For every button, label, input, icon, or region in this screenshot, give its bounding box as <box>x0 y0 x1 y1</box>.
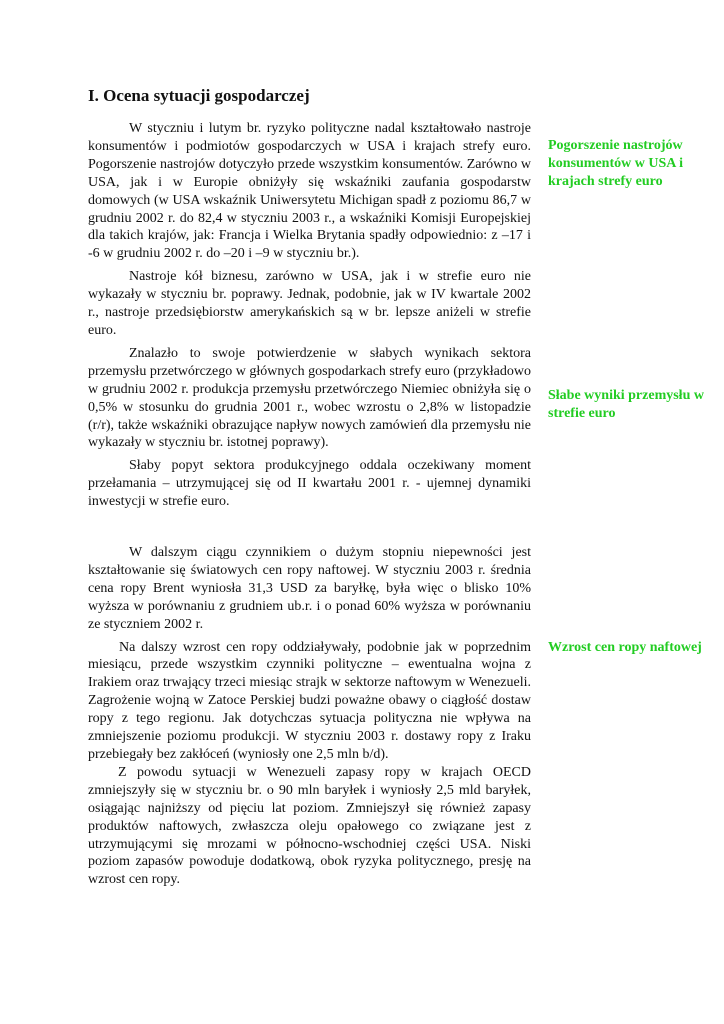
paragraph-business-sentiment: Nastroje kół biznesu, zarówno w USA, jak i w strefie euro nie wykazały w styczniu br. poprawy. Jednak, podobnie, jak w IV kwartale 2002 r., nastroje przedsiębiorstw amerykańskich są w br. lepsze aniżeli w strefie euro. <box>88 269 531 338</box>
paragraph-oil-stocks: Z powodu sytuacji w Wenezueli zapasy ropy w krajach OECD zmniejszyły się w styczniu br. o 90 mln baryłek i wyniosły 2,5 mld baryłek, osiągając najniższy od pięciu lat poziom. Zmniejszył się również zapasy produktów naftowych, zwłaszcza oleju opałowego co związane jest z utrzymującymi się mrozami w północno-wschodniej części USA. Niski poziom zapasów powoduje dodatkową, obok ryzyka politycznego, presję na wzrost cen ropy. <box>88 764 531 888</box>
margin-note-consumer-sentiment: Pogorszenie nastrojów konsumentów w USA i krajach strefy euro <box>548 138 683 189</box>
paragraph-oil-politics: Na dalszy wzrost cen ropy oddziaływały, podobnie jak w poprzednim miesiącu, przede wszystkim czynniki polityczne – ewentualna wojna z Irakiem oraz trwający trzeci miesiąc strajk w sektorze naftowym w Wenezueli. Zagrożenie wojną w Zatoce Perskiej budzi poważne obawy o ciągłość dostaw ropy z tego regionu. Jak dotychczas sytuacja polityczna nie wpływa na zmniejszenie poziomu produkcji. W styczniu 2003 r. dostawy ropy z Iraku przebiegały bez zakłóceń (wyniosły one 2,5 mln b/d). <box>88 639 531 762</box>
body-text <box>88 120 531 894</box>
section-title: I. Ocena sytuacji gospodarczej <box>88 86 310 105</box>
paragraph-investment: Słaby popyt sektora produkcyjnego oddala oczekiwany moment przełamania – utrzymującej się od II kwartału 2001 r. - ujemnej dynamiki inwestycji w strefie euro. <box>88 458 531 510</box>
margin-note-weak-industry: Słabe wyniki przemysłu w strefie euro <box>548 388 704 421</box>
paragraph-consumer-sentiment: W styczniu i lutym br. ryzyko polityczne nadal kształtowało nastroje konsumentów i podmiotów gospodarczych w USA i krajach strefy euro. Pogorszenie nastrojów dotyczyło przede wszystkim konsumentów. Zarówno w USA, jak i w Europie obniżyły się wskaźniki zaufania gospodarstw domowych (w USA wskaźnik Uniwersytetu Michigan spadł z poziomu 86,7 w grudniu 2002 r. do 82,4 w styczniu 2003 r., a wskaźniki Komisji Europejskiej dla takich krajów, jak: Francja i Wielka Brytania spadły odpowiednio: z –17 i -6 w grudniu 2002 r. do –20 i –9 w styczniu br.). <box>88 121 531 262</box>
paragraph-oil-prices: W dalszym ciągu czynnikiem o dużym stopniu niepewności jest kształtowanie się światowych cen ropy naftowej. W styczniu 2003 r. średnia cena ropy Brent wyniosła 31,3 USD za baryłkę, była więc o blisko 10% wyższa w porównaniu z grudniem ub.r. i o ponad 60% wyższa w porównaniu ze styczniem 2002 r. <box>88 545 531 632</box>
margin-note-oil-price-rise: Wzrost cen ropy naftowej <box>548 640 702 655</box>
paragraph-manufacturing: Znalazło to swoje potwierdzenie w słabych wynikach sektora przemysłu przetwórczego w głównych gospodarkach strefy euro (przykładowo w grudniu 2002 r. produkcja przemysłu przetwórczego Niemiec obniżyła się o 0,5% w stosunku do grudnia 2001 r., wobec wzrostu o 2,8% w listopadzie (r/r), także wskaźniki obrazujące napływ nowych zamówień dla przemysłu nie wykazały w styczniu br. istotnej poprawy). <box>88 345 531 451</box>
